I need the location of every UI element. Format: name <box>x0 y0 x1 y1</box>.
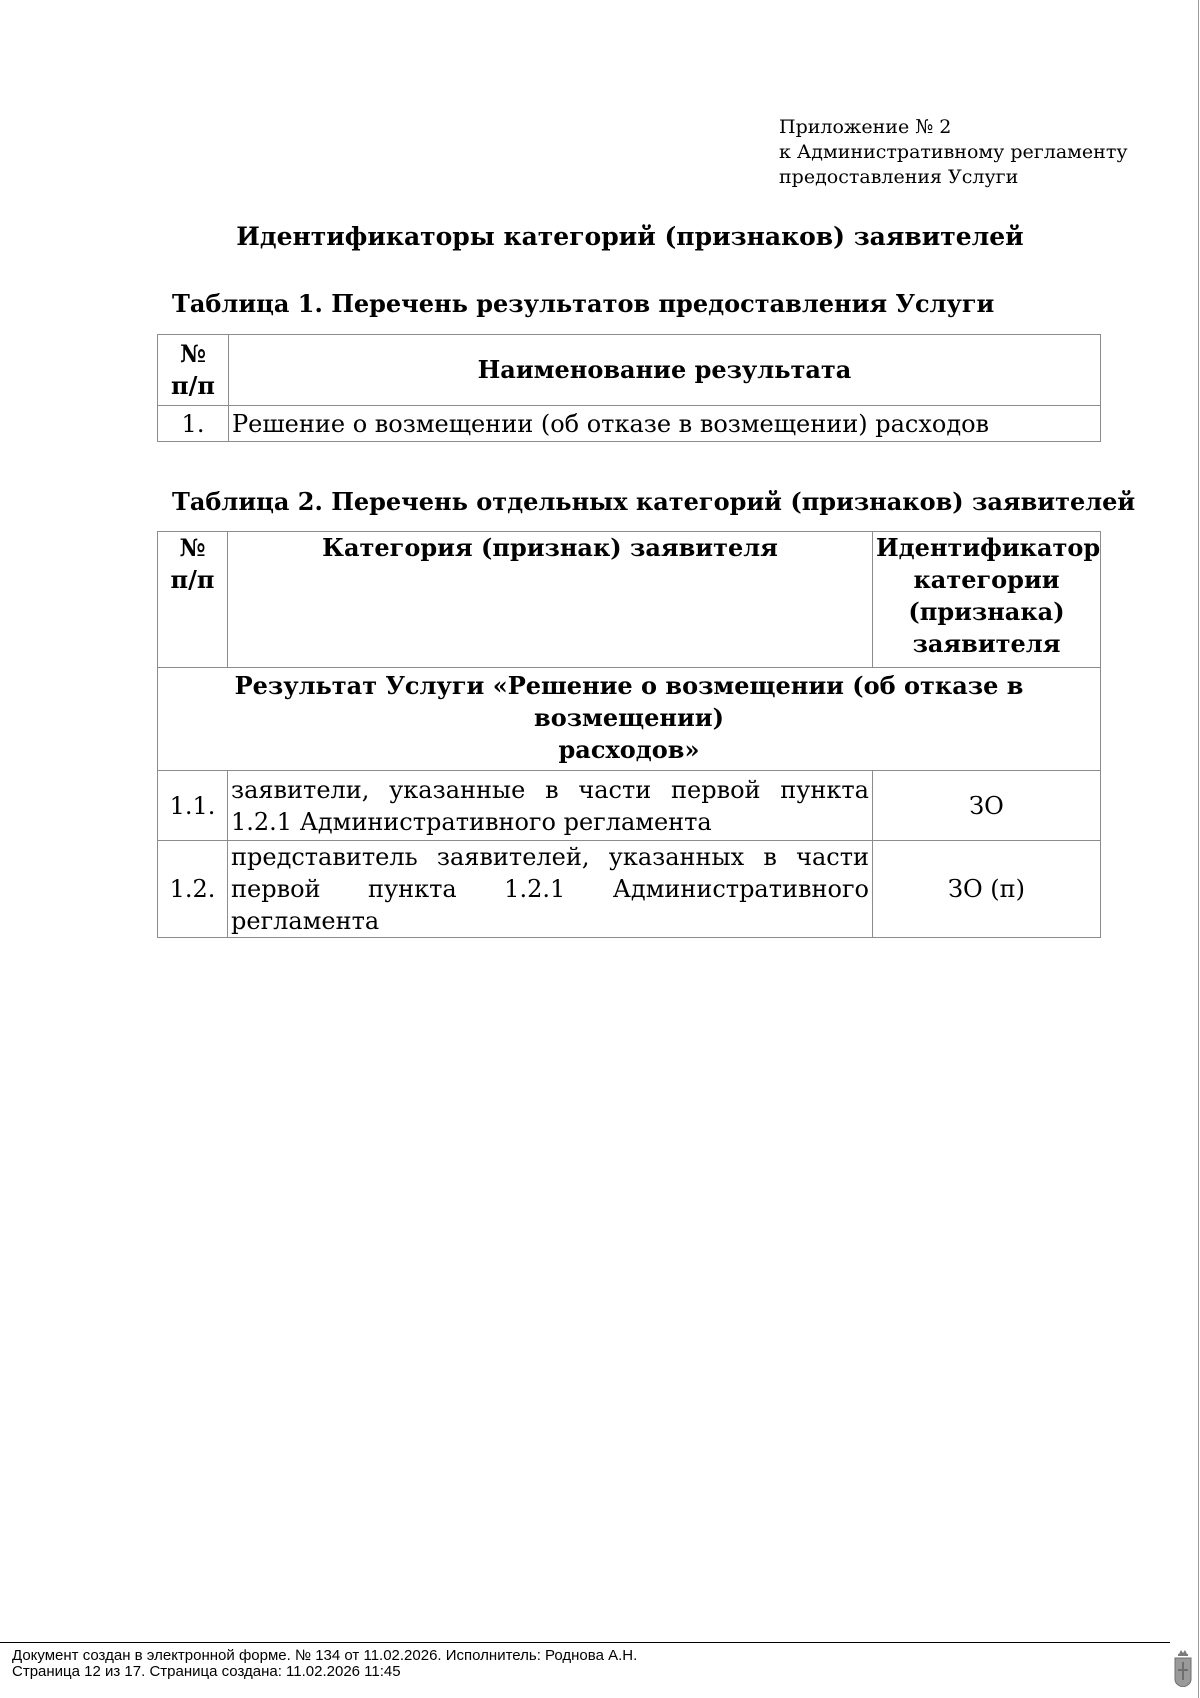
appendix-line: к Административному регламенту <box>779 141 1128 163</box>
category-identifier: ЗО (п) <box>873 841 1101 938</box>
result-name: Решение о возмещении (об отказе в возмещении) расходов <box>229 406 1101 442</box>
page-edge <box>1198 0 1199 1698</box>
category-text: заявители, указанные в части первой пункта 1.2.1 Административного регламента <box>228 771 873 841</box>
column-header-category: Категория (признак) заявителя <box>228 532 873 668</box>
footer-line: Страница 12 из 17. Страница создана: 11.02.2026 11:45 <box>12 1663 401 1680</box>
table-header-row <box>158 532 1101 668</box>
section-line: расходов» <box>558 735 700 764</box>
table1-caption: Таблица 1. Перечень результатов предоставления Услуги <box>172 289 995 318</box>
categories-table <box>157 531 1101 938</box>
table-header-row <box>158 335 1101 406</box>
coat-of-arms-icon <box>1173 1649 1193 1687</box>
header-line: № <box>179 533 206 562</box>
header-line: заявителя <box>912 629 1061 658</box>
row-number: 1.2. <box>158 841 228 938</box>
category-text: представитель заявителей, указанных в части первой пункта 1.2.1 Административного регламента <box>228 841 873 938</box>
row-number: 1.1. <box>158 771 228 841</box>
footer-line: Документ создан в электронной форме. № 134 от 11.02.2026. Исполнитель: Роднова А.Н. <box>12 1647 638 1664</box>
table-row <box>158 771 1101 841</box>
row-number: 1. <box>158 406 229 442</box>
header-line: п/п <box>170 565 215 594</box>
header-line: Идентификатор <box>876 533 1101 562</box>
category-identifier: ЗО <box>873 771 1101 841</box>
header-line: (признака) <box>908 597 1065 626</box>
column-header-number <box>158 532 228 668</box>
header-line: категории <box>913 565 1060 594</box>
table-row <box>158 841 1101 938</box>
document-title: Идентификаторы категорий (признаков) заявителей <box>236 222 1024 251</box>
section-line: Результат Услуги «Решение о возмещении (об отказе в возмещении) <box>234 671 1024 732</box>
column-header-result-name: Наименование результата <box>229 335 1101 406</box>
header-line: № <box>179 339 207 368</box>
footer-divider <box>0 1642 1170 1643</box>
column-header-identifier <box>873 532 1101 668</box>
appendix-note <box>779 115 1128 190</box>
result-section-heading <box>158 668 1101 771</box>
appendix-line: Приложение № 2 <box>779 116 952 138</box>
section-row <box>158 668 1101 771</box>
results-table <box>157 334 1101 442</box>
appendix-line: предоставления Услуги <box>779 166 1019 188</box>
table2-caption: Таблица 2. Перечень отдельных категорий (признаков) заявителей <box>172 487 1136 516</box>
header-line: п/п <box>171 371 215 400</box>
footer <box>12 1648 637 1680</box>
column-header-number <box>158 335 229 406</box>
table-row <box>158 406 1101 442</box>
